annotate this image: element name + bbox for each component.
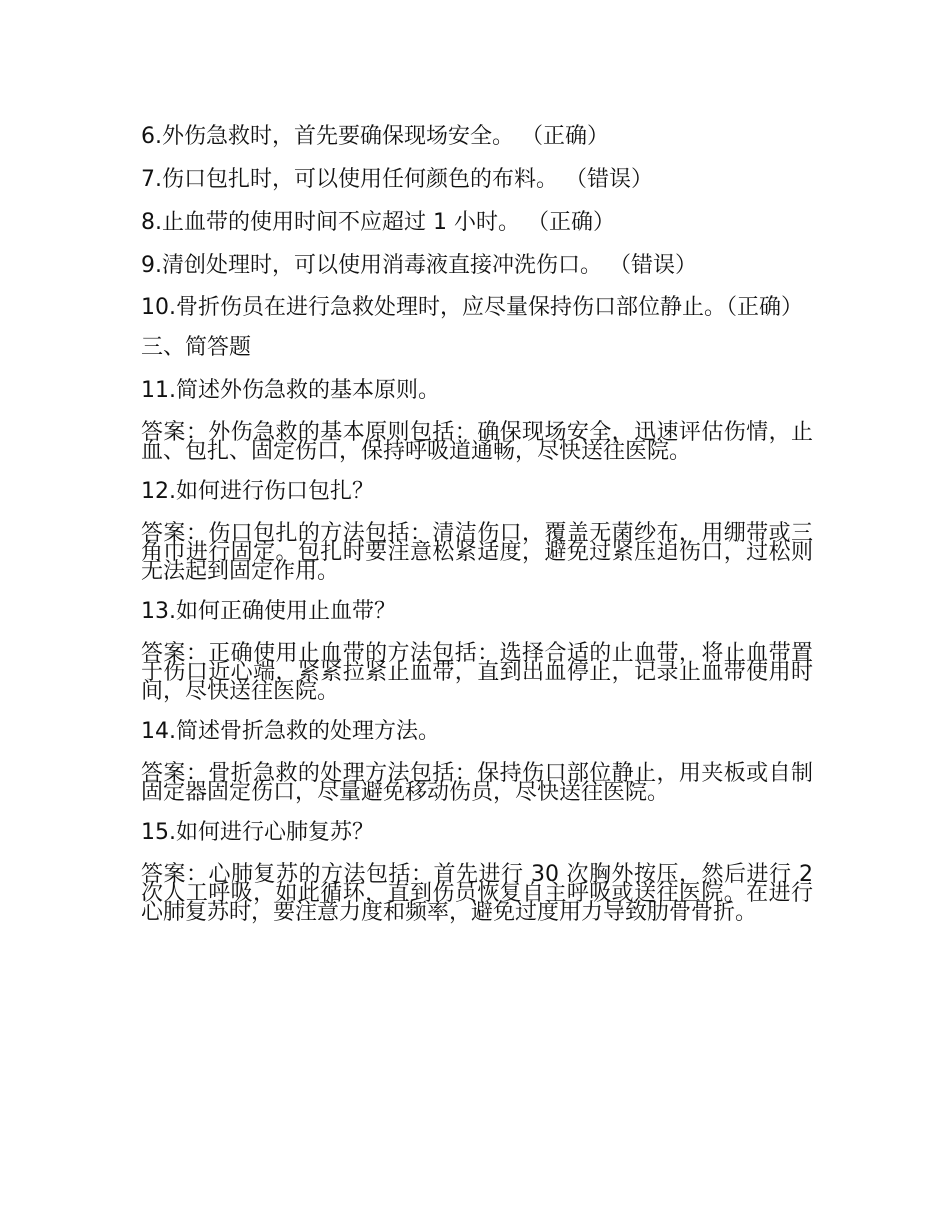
item-number: 6. [141,124,162,149]
document-content [141,126,813,942]
short-answer-answer-11: 答案：外伤急救的基本原则包括：确保现场安全，迅速评估伤情，止血、包扎、固定伤口，保持呼吸道通畅，尽快送往医院。 [141,420,813,464]
short-answer-question-14: 14.简述骨折急救的处理方法。 [141,719,440,744]
short-answer-answer-15: 答案：心肺复苏的方法包括：首先进行 30 次胸外按压，然后进行 2 次人工呼吸，如此循环，直到伤员恢复自主呼吸或送往医院。在进行心肺复苏时，要注意力度和频率，避免过度用力导致肋骨骨折。 [141,862,813,925]
item-text: 骨折伤员在进行急救处理时，应尽量保持伤口部位静止。 [176,295,727,320]
short-answer-question-12: 12.如何进行伤口包扎？ [141,479,374,504]
item-text: 止血带的使用时间不应超过 1 小时。 [162,210,520,235]
short-answer-question-11: 11.简述外伤急救的基本原则。 [141,378,440,403]
short-answer-question-15: 15.如何进行心肺复苏？ [141,820,374,845]
item-text: 清创处理时，可以使用消毒液直接冲洗伤口。 [162,253,603,278]
section-heading: 三、简答题 [141,335,252,360]
short-answer-answer-12: 答案：伤口包扎的方法包括：清洁伤口，覆盖无菌纱布，用绷带或三角巾进行固定。包扎时要注意松紧适度，避免过紧压迫伤口，过松则无法起到固定作用。 [141,521,813,584]
short-answer-answer-13: 答案：正确使用止血带的方法包括：选择合适的止血带，将止血带置于伤口近心端，紧紧拉紧止血带，直到出血停止，记录止血带使用时间，尽快送往医院。 [141,641,813,704]
true-false-item-9 [141,255,813,277]
true-false-item-10 [141,295,813,320]
item-verdict: （正确） [726,295,804,320]
item-verdict: （正确） [521,124,610,149]
true-false-item-8 [141,212,813,234]
true-false-item-6 [141,126,813,148]
short-answer-question-13: 13.如何正确使用止血带？ [141,599,396,624]
short-answer-answer-14: 答案：骨折急救的处理方法包括：保持伤口部位静止，用夹板或自制固定器固定伤口，尽量避免移动伤员，尽快送往医院。 [141,761,813,805]
true-false-item-7 [141,169,813,191]
item-number: 7. [141,167,162,192]
item-verdict: （错误） [565,167,654,192]
item-text: 伤口包扎时，可以使用任何颜色的布料。 [162,167,559,192]
item-text: 外伤急救时，首先要确保现场安全。 [162,124,515,149]
item-verdict: （正确） [527,210,616,235]
item-verdict: （错误） [609,253,698,278]
item-number: 9. [141,253,162,278]
item-number: 10. [141,295,176,320]
item-number: 8. [141,210,162,235]
